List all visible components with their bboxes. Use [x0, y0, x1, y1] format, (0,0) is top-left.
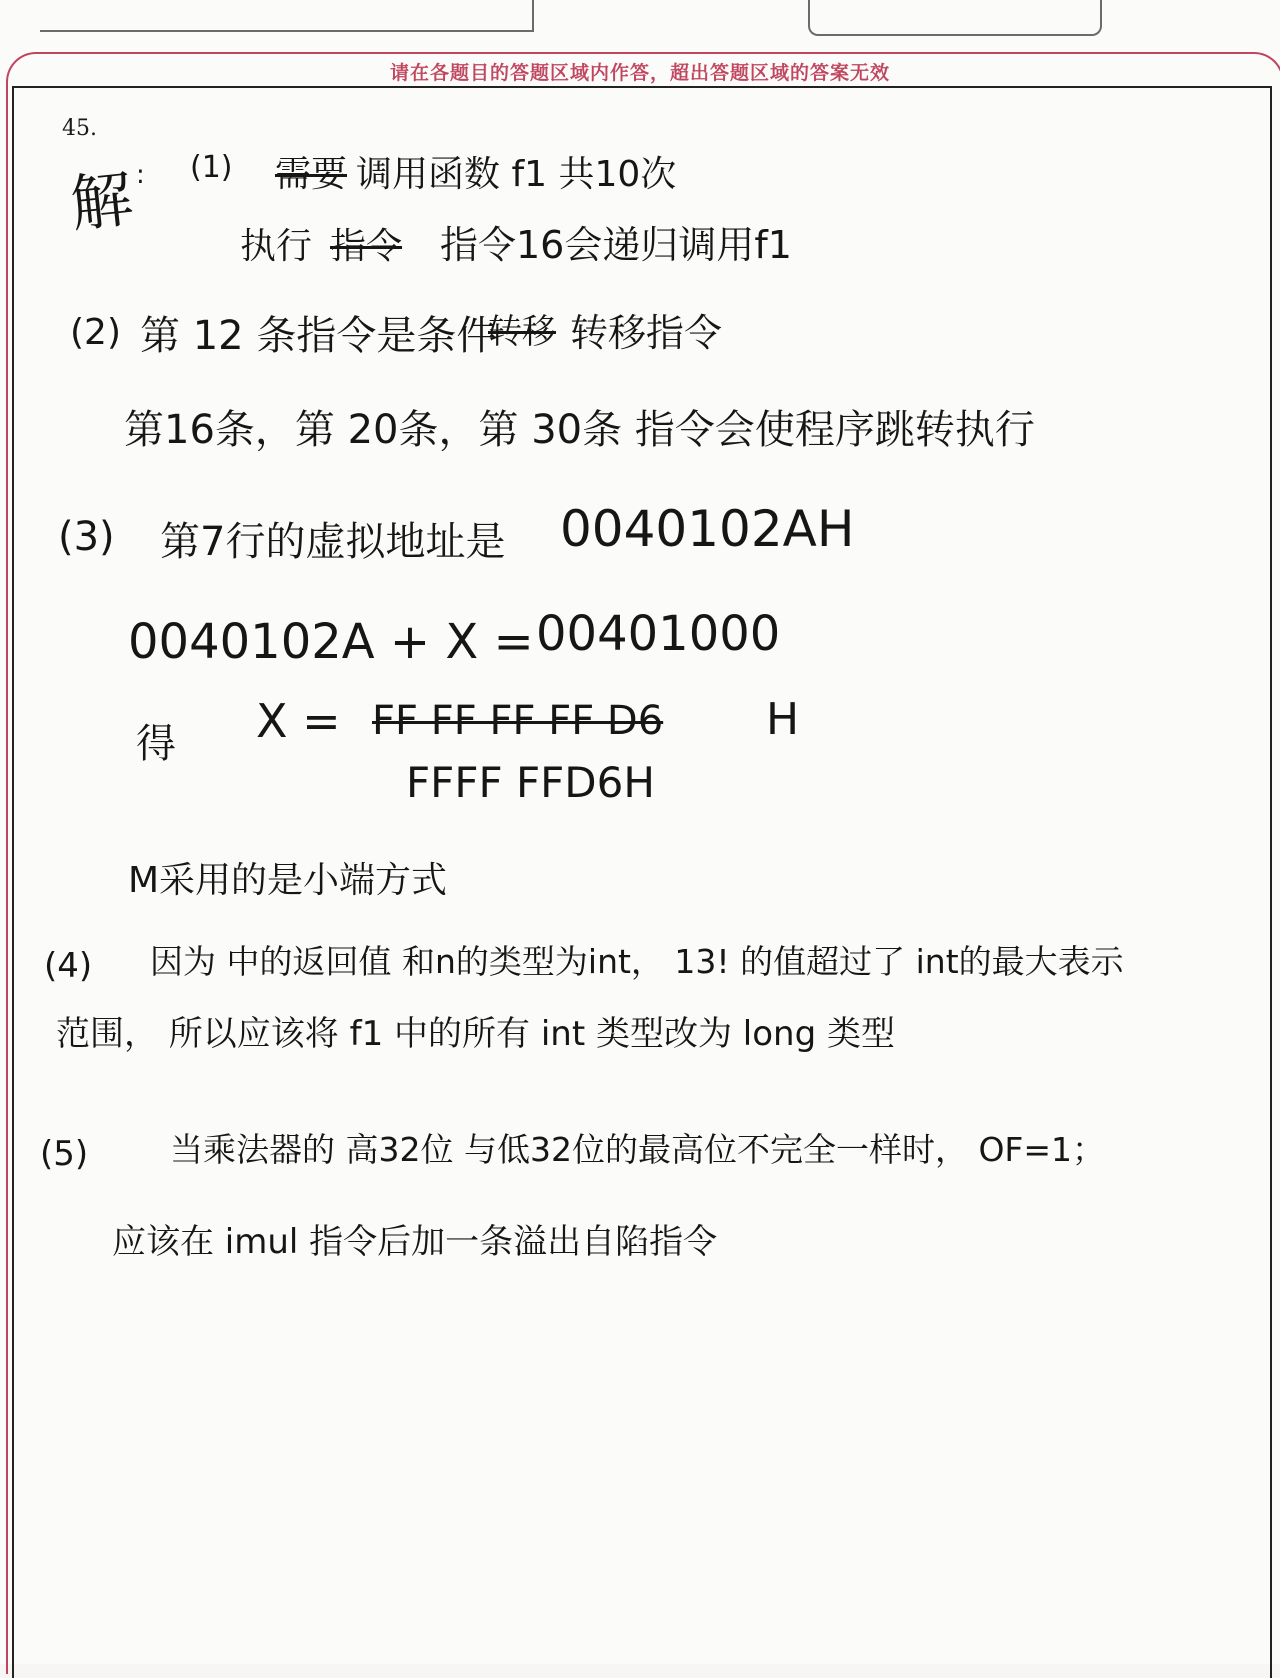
- part-5-label: (5): [40, 1134, 89, 1174]
- part-1-strike: 需要: [275, 154, 348, 195]
- part-3-equation-lhs: 0040102A + X =: [128, 614, 534, 670]
- part-2-line-1-tail: 转移指令: [570, 311, 723, 355]
- top-right-box: [808, 0, 1102, 36]
- part-2-line-2: 第16条，第 20条，第 30条 指令会使程序跳转执行: [124, 407, 1035, 453]
- part-3-label: (3): [58, 514, 115, 560]
- part-3-x-value: FFFF FFD6H: [406, 758, 655, 807]
- part-2-line-1-strike: 转移: [488, 312, 556, 352]
- part-4-label: (4): [44, 946, 93, 986]
- part-3-equation-rhs: 00401000: [536, 606, 781, 662]
- part-3-endian: M采用的是小端方式: [128, 860, 448, 901]
- part-3-address: 0040102AH: [560, 500, 855, 558]
- jie-colon: :: [136, 160, 145, 190]
- part-2-label: (2): [70, 312, 121, 353]
- part-1-line-1: 调用函数 f1 共10次: [356, 154, 677, 195]
- part-4-line-1: 因为 中的返回值 和n的类型为int， 13! 的值超过了 int的最大表示: [150, 942, 1124, 981]
- part-5-line-1: 当乘法器的 高32位 与低32位的最高位不完全一样时， OF=1；: [170, 1130, 1106, 1169]
- top-left-box: [40, 0, 534, 32]
- part-1-label: (1): [190, 150, 233, 185]
- jie-mark: 解: [66, 161, 137, 242]
- part-3-line-1: 第7行的虚拟地址是: [160, 519, 506, 565]
- question-number: 45.: [62, 116, 97, 141]
- part-3-x-strike: FF FF FF FF D6: [372, 698, 664, 744]
- part-3-de: 得: [136, 721, 176, 767]
- answer-region-notice: 请在各题目的答题区域内作答，超出答题区域的答案无效: [389, 62, 890, 84]
- part-1-line-2-prefix: 执行: [240, 226, 313, 267]
- part-5-line-2: 应该在 imul 指令后加一条溢出自陷指令: [112, 1222, 718, 1262]
- part-3-x-strike-tail: H: [766, 694, 800, 745]
- part-2-line-1: 第 12 条指令是条件: [140, 313, 497, 359]
- part-4-line-2: 范围， 所以应该将 f1 中的所有 int 类型改为 long 类型: [56, 1014, 895, 1054]
- part-3-x-eq: X =: [256, 694, 341, 748]
- part-1-line-2-strike: 指令: [330, 226, 403, 267]
- part-1-line-2: 指令16会递归调用f1: [440, 223, 792, 267]
